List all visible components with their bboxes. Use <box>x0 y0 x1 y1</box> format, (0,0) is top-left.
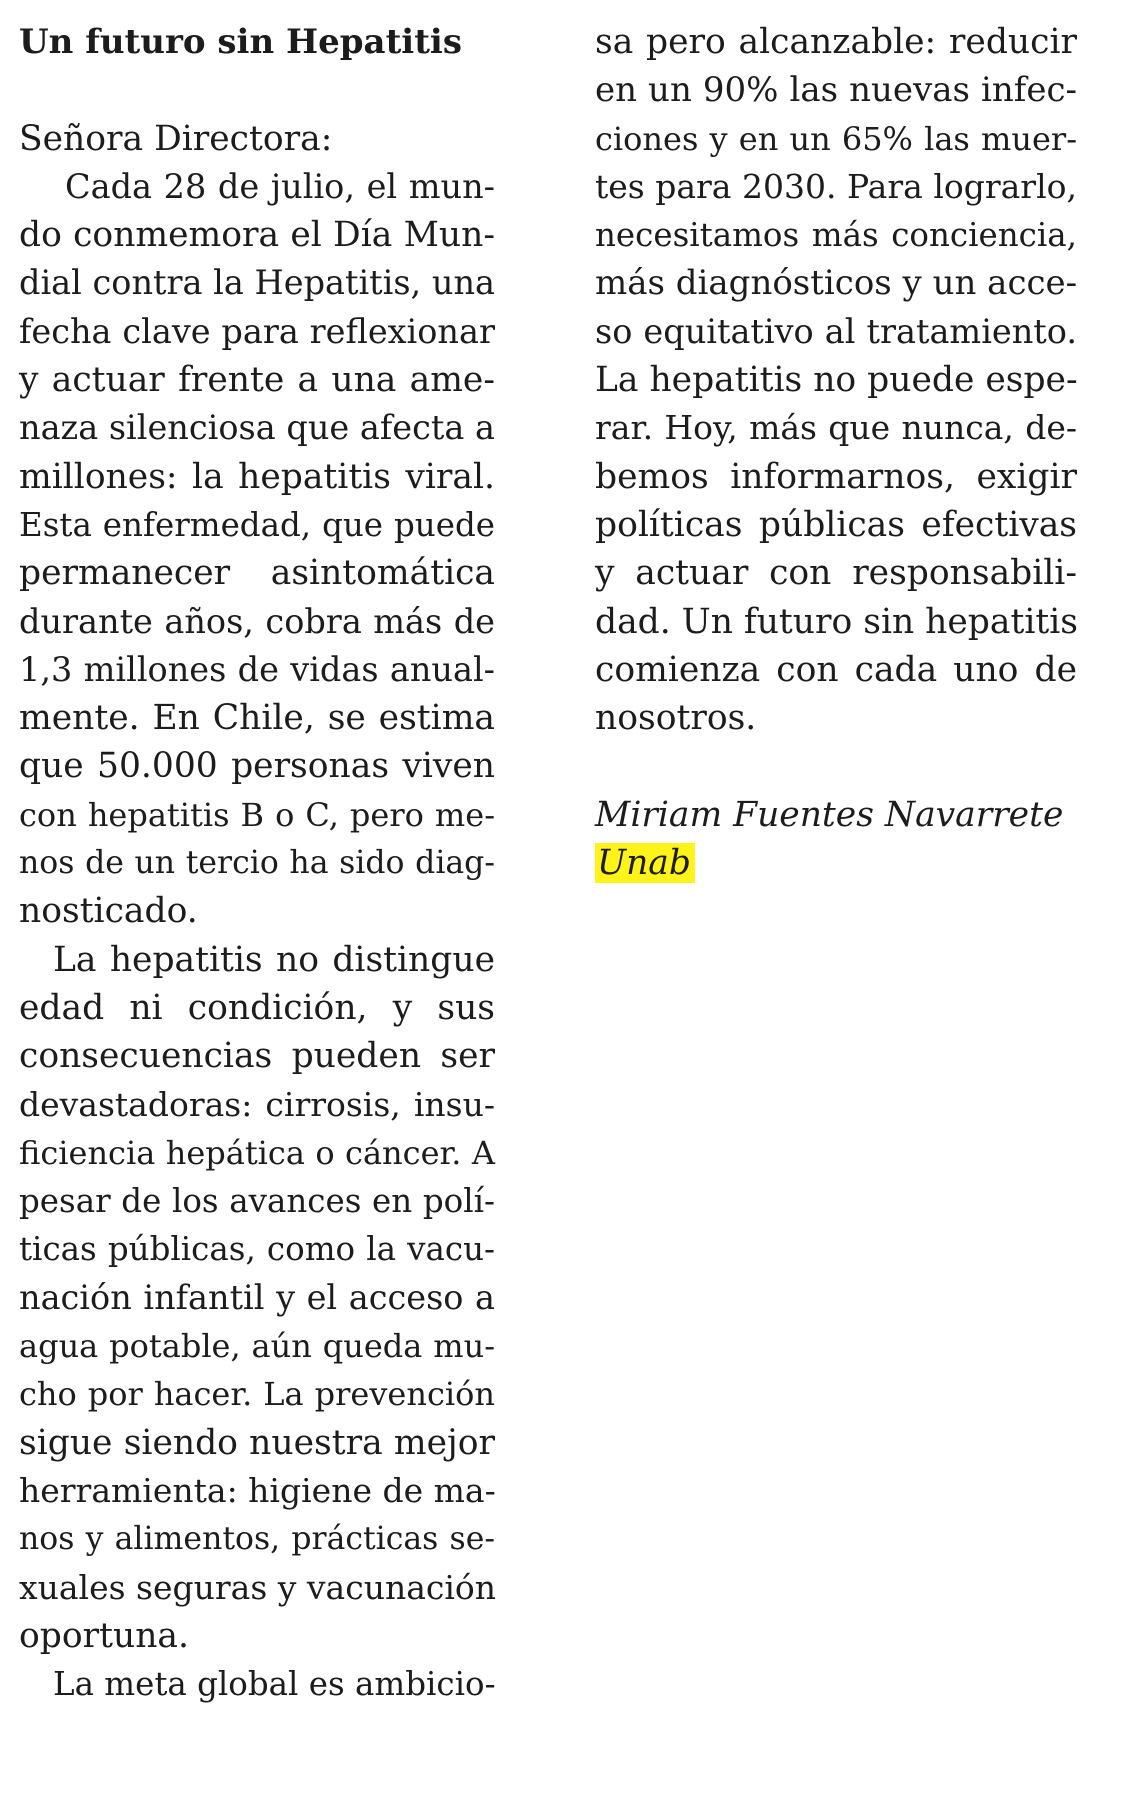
spacer <box>595 742 1077 790</box>
text-line: y actuar con responsabili- <box>595 553 1077 594</box>
text-line: fecha clave para reflexionar <box>19 311 495 351</box>
text-line: políticas públicas efectivas <box>595 504 1077 545</box>
text-line: oportuna. <box>19 1615 189 1656</box>
letter-title: Un futuro sin Hepatitis <box>19 22 462 62</box>
text-line: naza silenciosa que afecta a <box>19 408 495 448</box>
author-name: Miriam Fuentes Navarrete <box>595 794 1064 835</box>
text-line: bemos informarnos, exigir <box>595 456 1077 497</box>
text-line: que 50.000 personas viven <box>19 746 495 787</box>
right-column <box>595 18 1077 887</box>
text-line: cho por hacer. La prevención <box>19 1375 495 1414</box>
text-line: sigue siendo nuestra mejor <box>19 1422 495 1463</box>
text-line: permanecer asintomática <box>19 553 495 594</box>
text-line: nos de un tercio ha sido diag- <box>19 845 495 882</box>
text-line: La hepatitis no distingue <box>53 939 495 980</box>
text-line: herramienta: higiene de ma- <box>19 1470 496 1510</box>
text-line: edad ni condición, y sus <box>19 987 495 1028</box>
text-line: so equitativo al tratamiento. <box>595 311 1077 351</box>
text-line: en un 90% las nuevas infec- <box>595 70 1077 111</box>
text-line: La hepatitis no puede espe- <box>595 360 1078 401</box>
text-line: durante años, cobra más de <box>19 601 495 641</box>
text-line: consecuencias pueden ser <box>19 1036 495 1077</box>
text-line: ficiencia hepática o cáncer. A <box>19 1133 495 1172</box>
text-line: dad. Un futuro sin hepatitis <box>595 601 1078 642</box>
text-line: nosotros. <box>595 698 757 739</box>
affiliation-highlight: Unab <box>595 843 695 883</box>
text-line: nosticado. <box>19 891 198 932</box>
text-line: comienza con cada uno de <box>595 649 1077 690</box>
author-affiliation-line <box>595 839 1077 887</box>
text-line: Cada 28 de julio, el mun- <box>65 166 495 206</box>
text-line: ticas públicas, como la vacu- <box>19 1230 495 1269</box>
text-line: La meta global es ambicio- <box>53 1665 496 1704</box>
text-line: ciones y en un 65% las muer- <box>595 119 1077 158</box>
text-line: sa pero alcanzable: reducir <box>595 22 1077 62</box>
text-line: Esta enfermedad, que puede <box>19 505 495 544</box>
text-line: con hepatitis B o C, pero me- <box>19 795 495 834</box>
text-line: necesitamos más conciencia, <box>595 216 1077 255</box>
text-line: devastadoras: cirrosis, insu- <box>19 1084 495 1124</box>
text-line: xuales seguras y vacunación <box>19 1567 497 1607</box>
text-line: 1,3 millones de vidas anual- <box>19 649 495 689</box>
text-line: nos y alimentos, prácticas se- <box>19 1521 495 1558</box>
salutation: Señora Directora: <box>19 118 333 159</box>
text-line: tes para 2030. Para lograrlo, <box>595 166 1077 206</box>
text-line: y actuar frente a una ame- <box>19 360 495 401</box>
left-column <box>19 18 495 1708</box>
text-line: rar. Hoy, más que nunca, de- <box>595 408 1077 448</box>
spacer <box>19 66 495 114</box>
text-line: mente. En Chile, se estima <box>19 698 495 739</box>
text-line: millones: la hepatitis viral. <box>19 456 495 497</box>
text-line: nación infantil y el acceso a <box>19 1277 495 1317</box>
text-line: más diagnósticos y un acce- <box>595 263 1078 304</box>
text-line: do conmemora el Día Mun- <box>19 215 495 256</box>
text-line: agua potable, aún queda mu- <box>19 1327 495 1366</box>
text-line: pesar de los avances en polí- <box>19 1182 495 1221</box>
text-line: dial contra la Hepatitis, una <box>19 263 495 303</box>
